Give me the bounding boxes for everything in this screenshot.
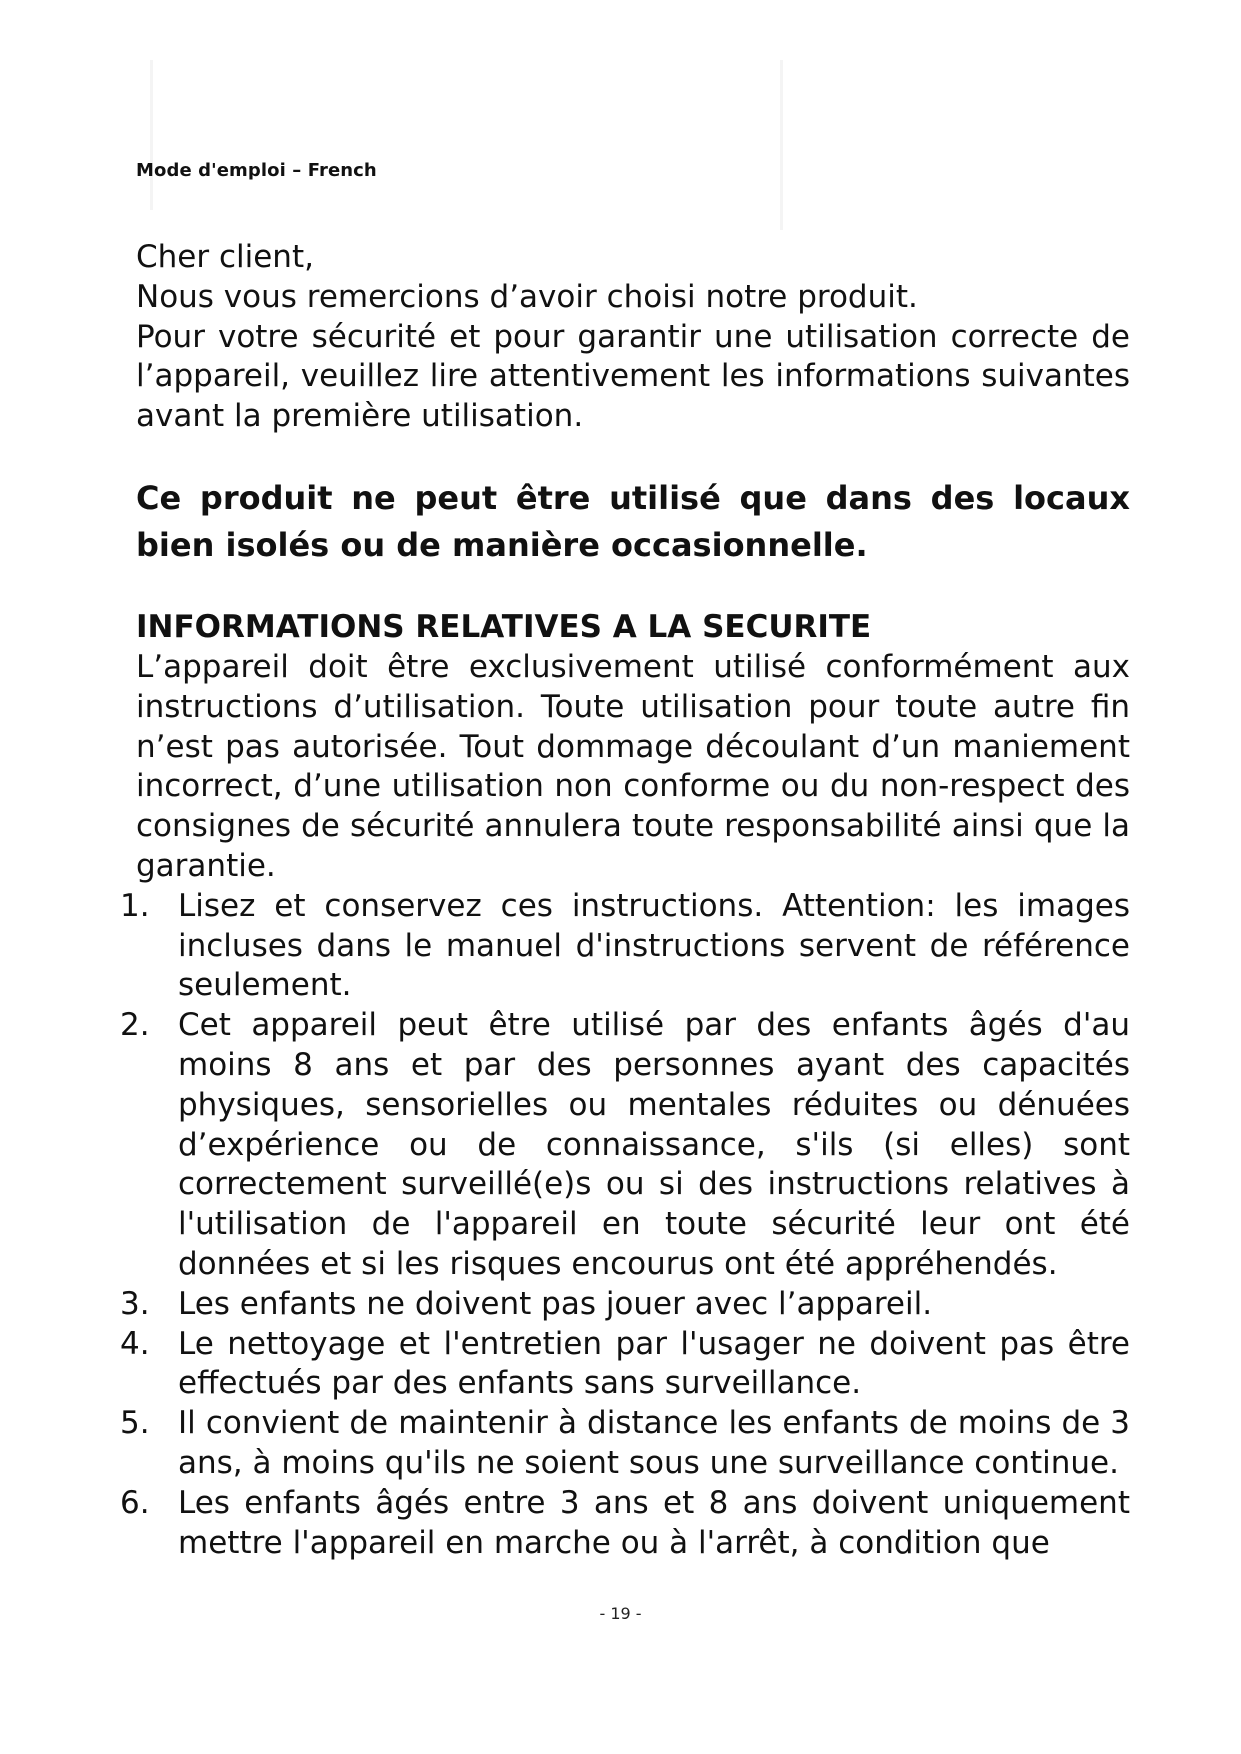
list-item-text: Le nettoyage et l'entretien par l'usager ne doivent pas être effectués par des enfants sans surveillance. [178,1325,1130,1402]
page-number: - 19 - [599,1604,642,1623]
list-item [120,1325,1130,1405]
reading-request: Pour votre sécurité et pour garantir une utilisation correcte de l’appareil, veuillez lire attentivement les informations suivantes avant la première utilisation. [136,318,1130,435]
document-body [120,238,1130,1563]
list-item-number: 2. [120,1007,150,1044]
safety-intro-paragraph: L’appareil doit être exclusivement utilisé conformément aux instructions d’utilisation. Toute utilisation pour toute autre fin n’est pas autorisée. Tout dommage découlant d’un maniement incorrect, d’une utilisation non conforme ou du non-respect des consignes de sécurité annulera toute responsabilité ainsi que la garantie. [136,648,1130,884]
safety-section-title: INFORMATIONS RELATIVES A LA SECURITE [136,608,872,645]
scan-artifact-right [780,60,783,230]
usage-warning: Ce produit ne peut être utilisé que dans des locaux bien isolés ou de manière occasionnelle. [136,478,1130,564]
list-item-text: Il convient de maintenir à distance les enfants de moins de 3 ans, à moins qu'ils ne soient sous une surveillance continue. [178,1405,1130,1481]
list-item [120,887,1130,1006]
list-item-text: Cet appareil peut être utilisé par des enfants âgés d'au moins 8 ans et par des personnes ayant des capacités physiques, sensorielles ou mentales réduites ou dénuées d’expérience ou de connaissance, s'ils (si elles) sont correctement surveillé(e)s ou si des instructions relatives à l'utilisation de l'appareil en toute sécurité leur ont été données et si les risques encourus ont été appréhendés. [178,1007,1130,1282]
list-item-number: 4. [120,1325,150,1362]
list-item [120,1285,1130,1325]
list-item-number: 5. [120,1405,150,1442]
intro-section [136,238,1130,437]
list-item-number: 1. [120,887,150,924]
list-item [120,1006,1130,1285]
scan-artifact-left [150,60,153,210]
thanks-line: Nous vous remercions d’avoir choisi notre produit. [136,278,918,315]
list-item-number: 3. [120,1285,150,1322]
list-item-number: 6. [120,1484,150,1521]
manual-header: Mode d'emploi – French [136,160,377,181]
list-item [120,1484,1130,1564]
list-item-text: Les enfants âgés entre 3 ans et 8 ans doivent uniquement mettre l'appareil en marche ou à l'arrêt, à condition que [178,1484,1130,1561]
safety-instructions-list [120,887,1130,1564]
list-item-text: Lisez et conservez ces instructions. Attention: les images incluses dans le manuel d'instructions servent de référence seulement. [178,887,1130,1004]
list-item [120,1404,1130,1484]
greeting: Cher client, [136,239,314,275]
list-item-text: Les enfants ne doivent pas jouer avec l’appareil. [178,1285,933,1322]
